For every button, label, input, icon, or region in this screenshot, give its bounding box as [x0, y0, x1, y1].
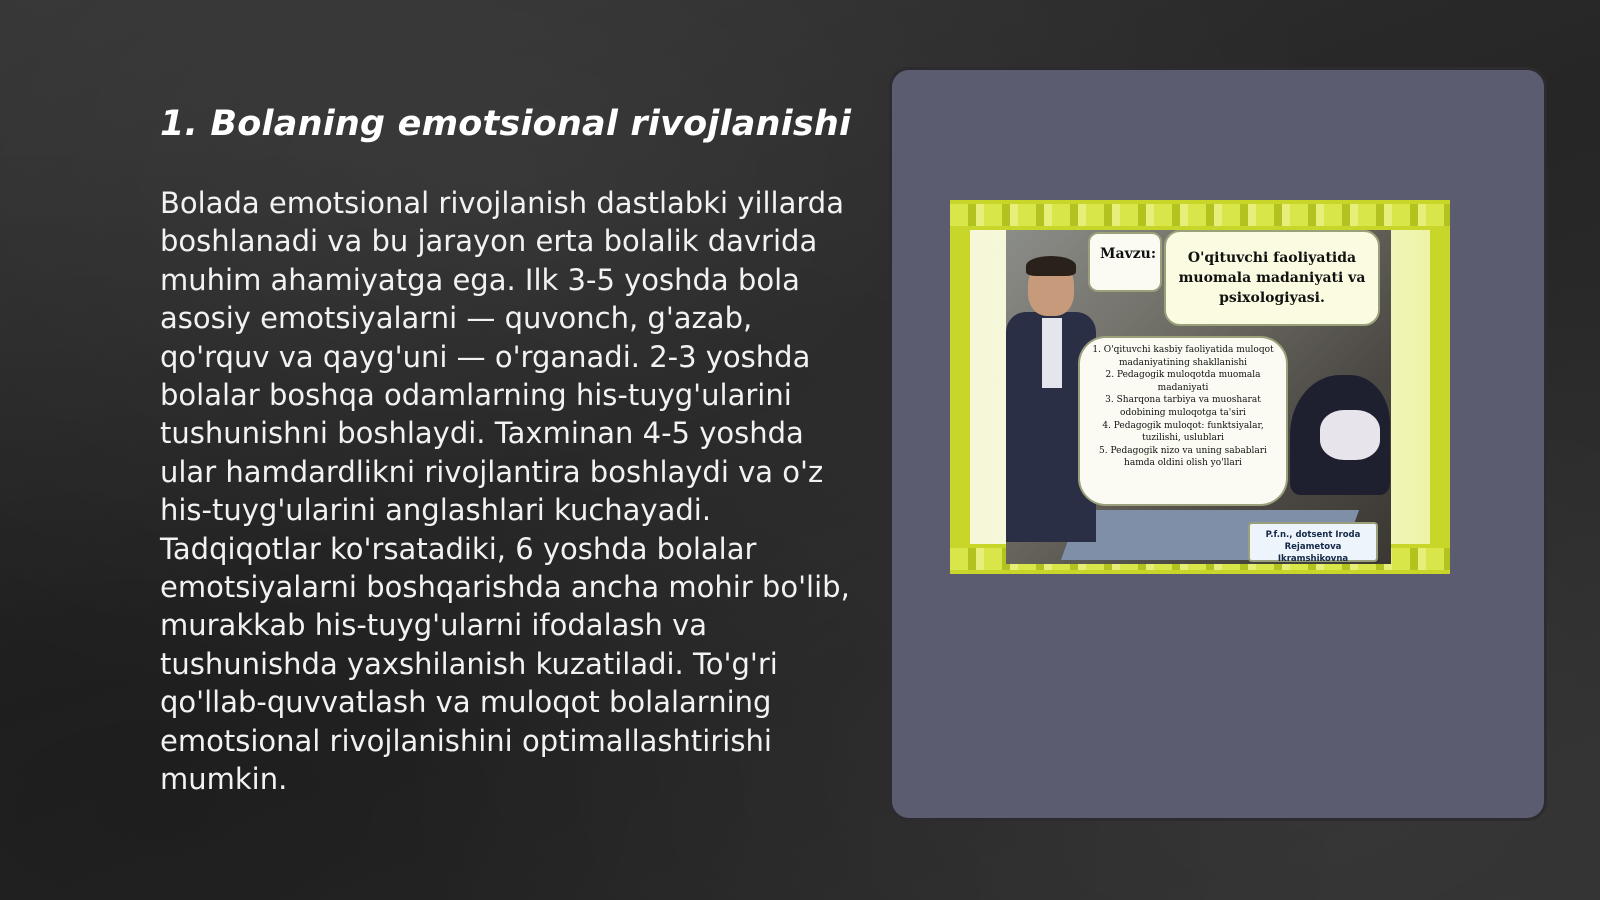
slide-title: 1. Bolaning emotsional rivojlanishi — [160, 104, 852, 144]
teacher-shirt — [1042, 318, 1062, 388]
author-label — [1248, 522, 1378, 562]
topic-bubble: O'qituvchi faoliyatida muomala madaniyati va psixologiyasi. — [1164, 230, 1380, 326]
list-item: 4. Pedagogik muloqot: funktsiyalar, tuzilishi, uslublari — [1102, 420, 1264, 444]
lesson-slide-picture — [950, 200, 1450, 574]
student-highlight — [1320, 410, 1380, 460]
author-line-2: Rejametova Ikramshikovna — [1277, 542, 1349, 564]
decorative-border-top — [950, 204, 1450, 226]
mavzu-label: Mavzu: — [1088, 232, 1162, 292]
author-line-1: P.f.n., dotsent Iroda — [1265, 530, 1361, 540]
list-item: 3. Sharqona tarbiya va muosharat odobining muloqotga ta'siri — [1105, 395, 1261, 418]
topic-list — [1078, 336, 1288, 506]
slide-body-text: Bolada emotsional rivojlanish dastlabki yillarda boshlanadi va bu jarayon erta bolalik davrida muhim ahamiyatga ega. Ilk 3-5 yoshda bola asosiy emotsiyalarni — quvonch, g'azab, qo'rquv va qayg'uni — o'rganadi. 2-3 yoshda bolalar boshqa odamlarning his-tuyg'ularini tushunishni boshlaydi. Taxminan 4-5 yoshda ular hamdardlikni rivojlantira boshlaydi va o'z his-tuyg'ularini anglashlari kuchayadi. Tadqiqotlar ko'rsatadiki, 6 yoshda bolalar emotsiyalarni boshqarishda ancha mohir bo'lib, murakkab his-tuyg'ularni ifodalash va tushunishda yaxshilanish kuzatiladi. To'g'ri qo'llab-quvvatlash va muloqot bolalarning emotsional rivojlanishini optimallashtirishi mumkin. — [160, 186, 850, 797]
teacher-hair — [1026, 256, 1076, 276]
list-item: 2. Pedagogik muloqotda muomala madaniyati — [1105, 370, 1261, 393]
list-item: 1. O'qituvchi kasbiy faoliyatida muloqot madaniyatining shakllanishi — [1092, 345, 1274, 368]
list-item: 5. Pedagogik nizo va uning sabablari hamda oldini olish yo'llari — [1099, 445, 1267, 469]
